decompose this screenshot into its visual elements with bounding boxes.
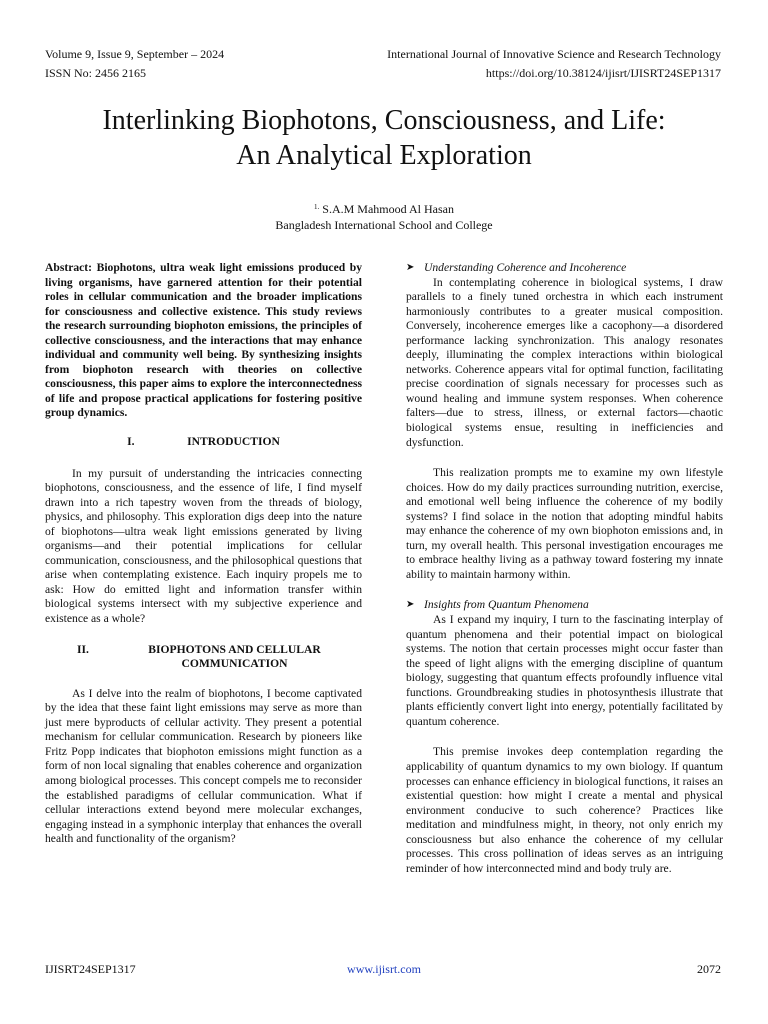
left-column: [45, 261, 362, 847]
quantum-paragraph-1: As I expand my inquiry, I turn to the fascinating interplay of quantum phenomena and their potential impact on biological systems. The notion that certain processes might occur faster than the speed of light aligns with the emerging discipline of quantum biology, suggesting that quantum effects profoundly influence vital functions. Groundbreaking studies in photosynthesis illustrate that plants efficiently convert light into energy, potentially facilitated by quantum coherence.: [406, 613, 723, 728]
coherence-paragraph-2: This realization prompts me to examine my own lifestyle choices. How do my daily practices surrounding nutrition, exercise, and emotional well being influence the coherence of my bodily systems? I find solace in the notion that adopting mindful habits may enhance the coherence of my own biophoton emissions and, in turn, my overall health. This personal investigation encourages me to embrace healthy living as a pathway toward fostering my innate ability to maintain harmony within.: [406, 466, 723, 581]
author-block: [40, 199, 728, 233]
biophotons-paragraph: As I delve into the realm of biophotons, I become captivated by the idea that these faint light emissions may serve as more than just mere byproducts of cellular activity. They present a potential mechanism for cellular communication. Research by pioneers like Fritz Popp indicates that biophoton emissions might function as a form of non local signaling that enables coherence and organization among biological processes. This concept compels me to reconsider the established paradigms of cellular communication. What if cellular interactions extend beyond mere molecular exchanges, engaging instead in a symphonic interplay that enhances the overall health and functionality of the organism?: [45, 686, 362, 846]
section-title: BIOPHOTONS AND CELLULAR COMMUNICATION: [148, 642, 321, 671]
author-affiliation: Bangladesh International School and College: [275, 218, 493, 232]
title-line-1: Interlinking Biophotons, Consciousness, and Life:: [102, 105, 666, 136]
doi-link[interactable]: https://doi.org/10.38124/ijisrt/IJISRT24SEP1317: [485, 66, 721, 80]
subheading-quantum: [406, 598, 723, 613]
running-header-right: [387, 45, 721, 83]
section-number: I.: [127, 435, 135, 449]
section-heading-introduction: [45, 435, 362, 450]
journal-name: International Journal of Innovative Science and Research Technology: [387, 47, 721, 61]
quantum-paragraph-2: This premise invokes deep contemplation regarding the applicability of quantum dynamics to my own biology. If quantum processes can enhance efficiency in biological functions, it raises an existential question: how might I create a mental and physical environment conducive to such coherence? Practices like meditation and mindfulness might, in theory, not only enrich my consciousness but also enhance the coherence of my cellular processes. This cross pollination of ideas serves as an intriguing reminder of how interconnected mind and body truly are.: [406, 745, 723, 875]
running-header-left: [45, 45, 224, 83]
abstract: Abstract: Biophotons, ultra weak light emissions produced by living organisms, have garnered attention for their potential roles in cellular communication and the broader implications for consciousness and collective existence. This study reviews the research surrounding biophoton emissions, the principles of collective consciousness, and the interactions that may enhance individual and community well being. By synthesizing insights from biophoton research with theories on collective consciousness, this paper aims to explore the interconnectedness of life and propose practical applications for fostering positive group dynamics.: [45, 261, 362, 420]
author-superscript: 1.: [314, 203, 320, 211]
section-number: II.: [77, 642, 89, 656]
issn: ISSN No: 2456 2165: [45, 66, 147, 80]
arrow-bullet-icon: ➤: [406, 599, 415, 611]
arrow-bullet-icon: ➤: [406, 262, 415, 273]
subheading-text: Insights from Quantum Phenomena: [424, 598, 589, 612]
section-title: INTRODUCTION: [187, 435, 280, 449]
subheading-coherence: [406, 261, 723, 276]
right-column: [406, 261, 723, 876]
paper-title: [40, 103, 728, 173]
coherence-paragraph-1: In contemplating coherence in biological systems, I draw parallels to a finely tuned orchestra in which each instrument harmoniously contributes to a greater musical composition. Conversely, incoherence emerges like a cacophony—a disordered performance lacking synchronization. This analogy resonates deeply, illuminating the complex interactions within biological networks. Coherence appears vital for optimal function, facilitating precise coordination of signals necessary for processes such as wound healing and immune system responses. When coherence falters—due to stress, illness, or external factors—chaotic biological systems ensue, resulting in inefficiencies and dysfunction.: [406, 275, 723, 449]
section-heading-biophotons: [45, 643, 362, 672]
author-name-line: [40, 199, 728, 217]
introduction-paragraph: In my pursuit of understanding the intricacies connecting biophotons, consciousness, and the essence of life, I find myself drawn into a rich tapestry woven from the threads of biology, physics, and philosophy. This exploration digs deep into the nature of biophotons—ultra weak light emissions generated by living organisms—and their potential implications for cellular communication, consciousness, and the philosophical questions that arise when contemplating existence. Each inquiry propels me to ask: How do emitted light and information transfer within biological systems intersect with my subjective experience and existence as a whole?: [45, 466, 362, 626]
volume-issue: Volume 9, Issue 9, September – 2024: [45, 47, 225, 61]
title-line-2: An Analytical Exploration: [236, 140, 532, 171]
footer-paper-code: IJISRT24SEP1317: [45, 962, 136, 976]
author-name: S.A.M Mahmood Al Hasan: [322, 202, 454, 216]
footer-page-number: 2072: [697, 962, 721, 976]
footer-website-link[interactable]: www.ijisrt.com: [347, 962, 421, 976]
subheading-text: Understanding Coherence and Incoherence: [424, 261, 627, 274]
